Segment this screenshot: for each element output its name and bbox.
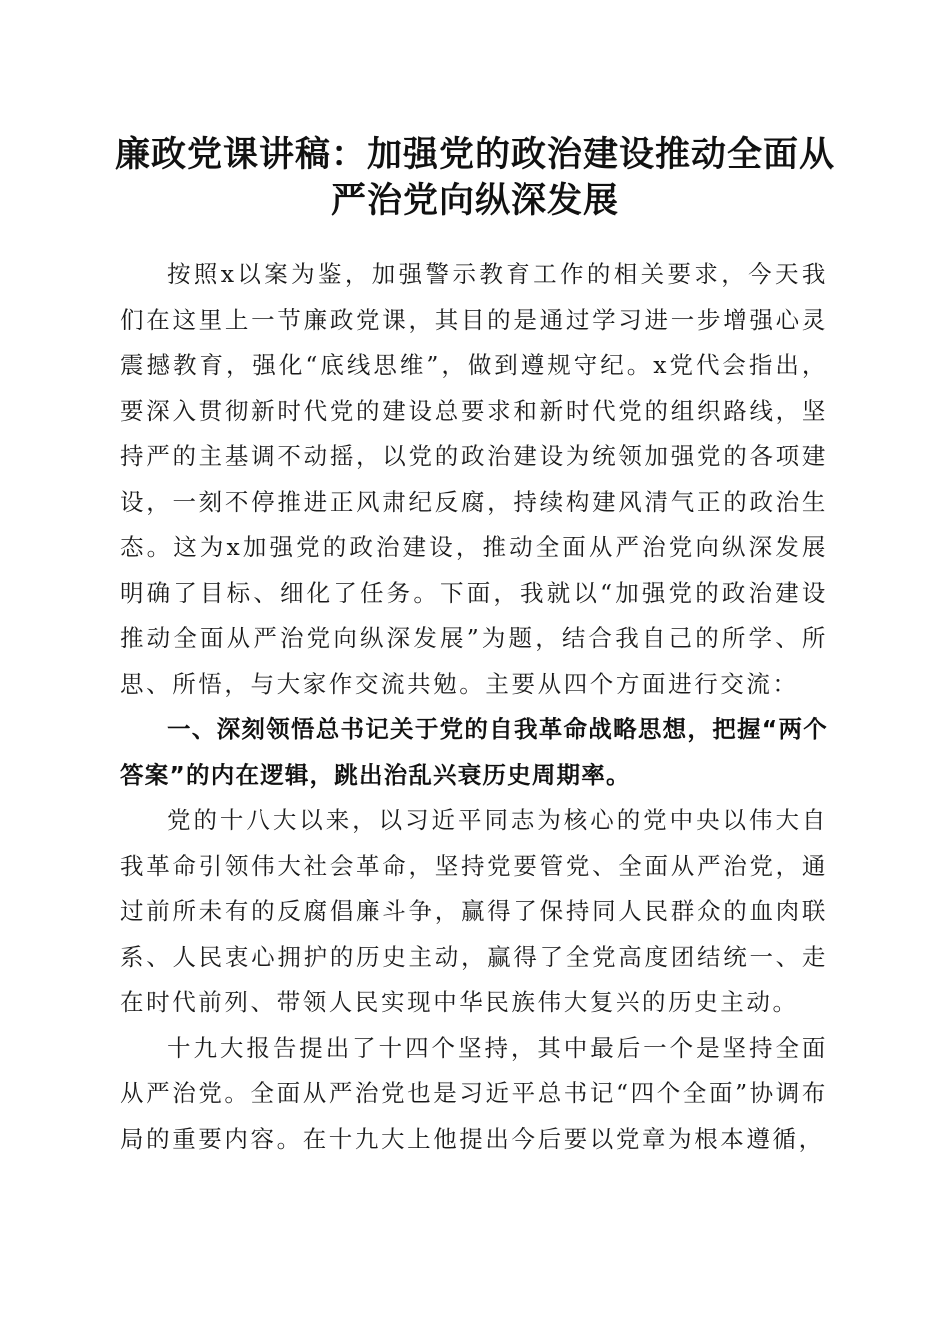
body-paragraph-2: 党的十八大以来，以习近平同志为核心的党中央以伟大自我革命引领伟大社会革命，坚持党要管党、全面从严治党，通过前所未有的反腐倡廉斗争，赢得了保持同人民群众的血肉联系、人民衷心拥护的历史主动，赢得了全党高度团结统一、走在时代前列、带领人民实现中华民族伟大复兴的历史主动。 xyxy=(120,806,828,1016)
document-body xyxy=(120,252,828,1162)
title-line-1: 廉政党课讲稿：加强党的政治建设推动全面从 xyxy=(114,134,835,175)
document-title xyxy=(100,132,850,224)
body-paragraph-3: 十九大报告提出了十四个坚持，其中最后一个是坚持全面从严治党。全面从严治党也是习近平总书记“四个全面”协调布局的重要内容。在十九大上他提出今后要以党章为根本遵循， xyxy=(120,1033,828,1153)
intro-paragraph: 按照x以案为鉴，加强警示教育工作的相关要求，今天我们在这里上一节廉政党课，其目的是通过学习进一步增强心灵震撼教育，强化“底线思维”，做到遵规守纪。x党代会指出，要深入贯彻新时代党的建设总要求和新时代党的组织路线，坚持严的主基调不动摇，以党的政治建设为统领加强党的各项建设，一刻不停推进正风肃纪反腐，持续构建风清气正的政治生态。这为x加强党的政治建设，推动全面从严治党向纵深发展明确了目标、细化了任务。下面，我就以“加强党的政治建设推动全面从严治党向纵深发展”为题，结合我自己的所学、所思、所悟，与大家作交流共勉。主要从四个方面进行交流： xyxy=(120,260,828,698)
title-line-2: 严治党向纵深发展 xyxy=(330,180,619,221)
section-heading-1: 一、深刻领悟总书记关于党的自我革命战略思想，把握“两个答案”的内在逻辑，跳出治乱兴衰历史周期率。 xyxy=(120,715,828,789)
